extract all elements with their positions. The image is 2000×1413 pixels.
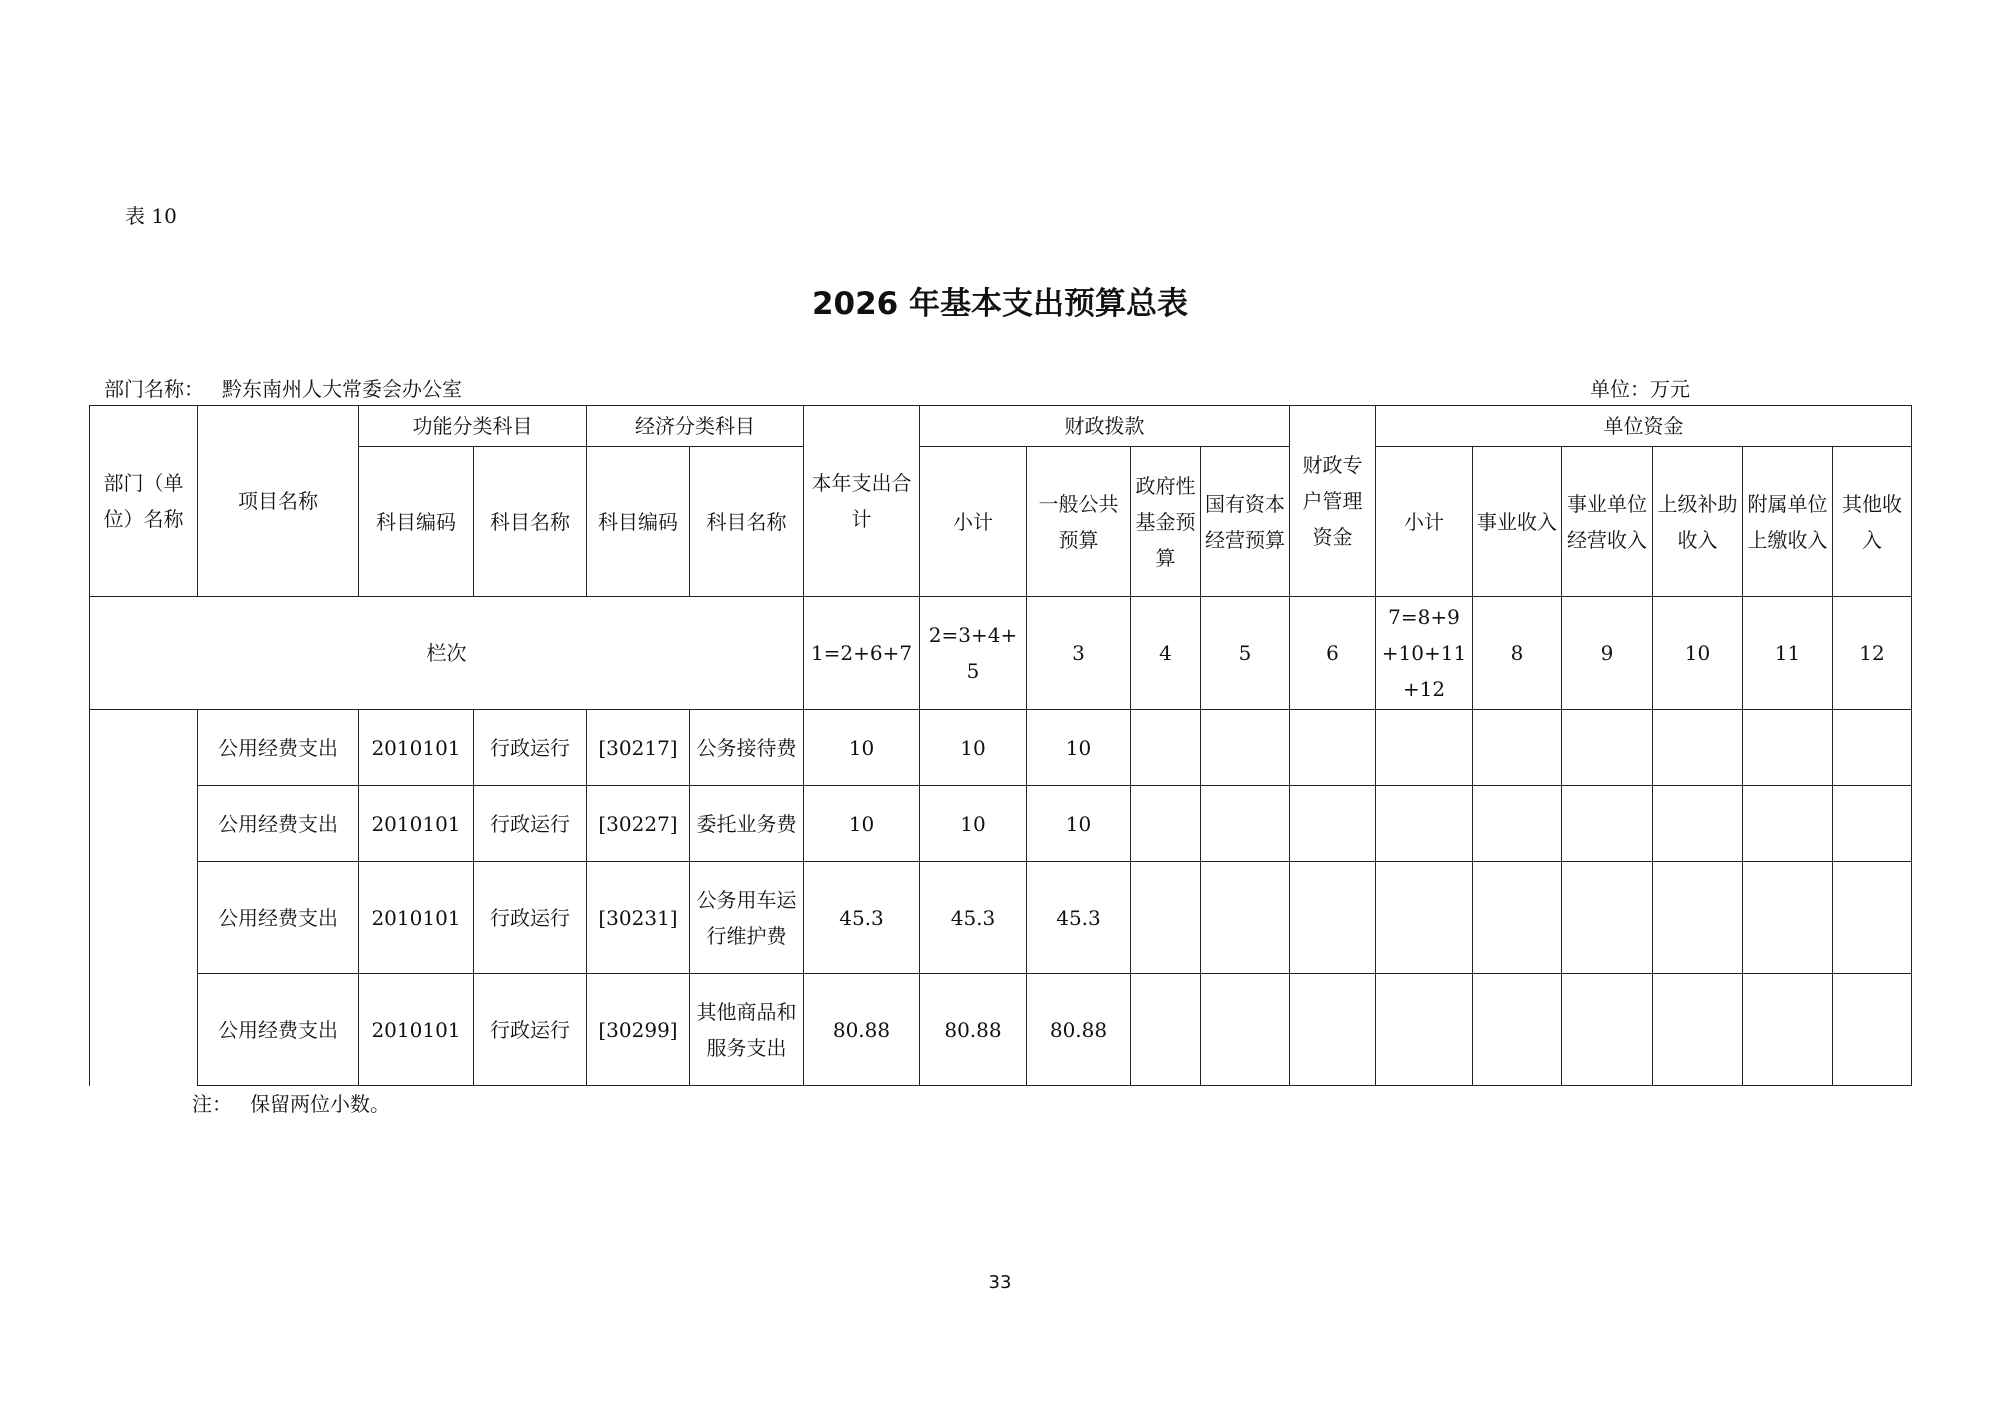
general-budget-cell: 10 <box>1027 786 1131 862</box>
empty-cell <box>1653 710 1743 786</box>
func-code-cell: 2010101 <box>359 786 474 862</box>
department-name: 黔东南州人大常委会办公室 <box>222 377 462 401</box>
header-general-budget: 一般公共预算 <box>1027 447 1131 597</box>
empty-cell <box>1376 786 1473 862</box>
empty-cell <box>1376 974 1473 1086</box>
total-cell: 10 <box>804 710 920 786</box>
header-economic-group: 经济分类科目 <box>587 406 804 447</box>
project-cell: 公用经费支出 <box>198 862 359 974</box>
header-econ-name: 科目名称 <box>690 447 804 597</box>
column-index-label: 栏次 <box>90 597 804 710</box>
header-total: 本年支出合计 <box>804 406 920 597</box>
func-code-cell: 2010101 <box>359 974 474 1086</box>
header-unit-subtotal: 小计 <box>1376 447 1473 597</box>
general-budget-cell: 10 <box>1027 710 1131 786</box>
empty-cell <box>1201 974 1290 1086</box>
func-code-cell: 2010101 <box>359 710 474 786</box>
empty-cell <box>1833 710 1912 786</box>
header-operating-income: 事业单位经营收入 <box>1562 447 1653 597</box>
empty-cell <box>1290 786 1376 862</box>
empty-cell <box>1201 786 1290 862</box>
header-fiscal-group: 财政拨款 <box>920 406 1290 447</box>
header-special-fund: 财政专户管理资金 <box>1290 406 1376 597</box>
empty-cell <box>1562 786 1653 862</box>
empty-cell <box>1473 974 1562 1086</box>
econ-name-cell: 公务用车运行维护费 <box>690 862 804 974</box>
page-number: 33 <box>988 1272 1012 1293</box>
header-functional-group: 功能分类科目 <box>359 406 587 447</box>
empty-cell <box>1743 974 1833 1086</box>
project-cell: 公用经费支出 <box>198 786 359 862</box>
empty-cell <box>1376 710 1473 786</box>
page-title: 2026 年基本支出预算总表 <box>811 286 1189 322</box>
department-label: 部门名称： <box>104 377 204 401</box>
econ-name-cell: 委托业务费 <box>690 786 804 862</box>
func-name-cell: 行政运行 <box>474 974 587 1086</box>
empty-cell <box>1473 786 1562 862</box>
func-name-cell: 行政运行 <box>474 710 587 786</box>
func-name-cell: 行政运行 <box>474 862 587 974</box>
econ-name-cell: 公务接待费 <box>690 710 804 786</box>
func-code-cell: 2010101 <box>359 862 474 974</box>
total-cell: 80.88 <box>804 974 920 1086</box>
column-index-cell: 4 <box>1131 597 1201 710</box>
column-index-cell: 9 <box>1562 597 1653 710</box>
fiscal-subtotal-cell: 10 <box>920 786 1027 862</box>
fiscal-subtotal-cell: 10 <box>920 710 1027 786</box>
empty-cell <box>1833 786 1912 862</box>
empty-cell <box>1562 974 1653 1086</box>
general-budget-cell: 45.3 <box>1027 862 1131 974</box>
empty-cell <box>1131 974 1201 1086</box>
econ-name-cell: 其他商品和服务支出 <box>690 974 804 1086</box>
empty-cell <box>1473 862 1562 974</box>
empty-cell <box>1653 862 1743 974</box>
column-index-cell: 11 <box>1743 597 1833 710</box>
header-func-name: 科目名称 <box>474 447 587 597</box>
footnote <box>192 1088 390 1117</box>
header-project: 项目名称 <box>198 406 359 597</box>
empty-cell <box>1131 786 1201 862</box>
empty-cell <box>1201 862 1290 974</box>
econ-code-cell: [30227] <box>587 786 690 862</box>
header-gov-fund: 政府性基金预算 <box>1131 447 1201 597</box>
econ-code-cell: [30217] <box>587 710 690 786</box>
header-dept-unit: 部门（单位）名称 <box>90 406 198 597</box>
empty-cell <box>1743 786 1833 862</box>
header-unit-group: 单位资金 <box>1376 406 1912 447</box>
column-index-cell: 5 <box>1201 597 1290 710</box>
column-index-cell: 6 <box>1290 597 1376 710</box>
fiscal-subtotal-cell: 45.3 <box>920 862 1027 974</box>
column-index-row <box>90 597 1912 710</box>
empty-cell <box>1131 710 1201 786</box>
empty-cell <box>1290 974 1376 1086</box>
empty-cell <box>1290 710 1376 786</box>
empty-cell <box>1653 974 1743 1086</box>
footnote-label: 注： <box>192 1092 232 1116</box>
column-index-cell: 3 <box>1027 597 1131 710</box>
header-affiliated-income: 附属单位上缴收入 <box>1743 447 1833 597</box>
fiscal-subtotal-cell: 80.88 <box>920 974 1027 1086</box>
empty-cell <box>1833 862 1912 974</box>
empty-cell <box>1743 710 1833 786</box>
header-superior-subsidy: 上级补助收入 <box>1653 447 1743 597</box>
general-budget-cell: 80.88 <box>1027 974 1131 1086</box>
header-state-capital: 国有资本经营预算 <box>1201 447 1290 597</box>
project-cell: 公用经费支出 <box>198 974 359 1086</box>
column-index-cell: 10 <box>1653 597 1743 710</box>
table-row <box>90 862 1912 974</box>
table-row <box>90 710 1912 786</box>
empty-cell <box>1562 862 1653 974</box>
econ-code-cell: [30231] <box>587 862 690 974</box>
total-cell: 10 <box>804 786 920 862</box>
empty-cell <box>1653 786 1743 862</box>
table-row <box>90 786 1912 862</box>
column-index-cell: 1=2+6+7 <box>804 597 920 710</box>
empty-cell <box>1833 974 1912 1086</box>
column-index-cell: 2=3+4+5 <box>920 597 1027 710</box>
header-business-income: 事业收入 <box>1473 447 1562 597</box>
func-name-cell: 行政运行 <box>474 786 587 862</box>
econ-code-cell: [30299] <box>587 974 690 1086</box>
empty-cell <box>1131 862 1201 974</box>
table-number-label: 表 10 <box>125 204 177 228</box>
empty-cell <box>1376 862 1473 974</box>
header-fiscal-subtotal: 小计 <box>920 447 1027 597</box>
column-index-cell: 12 <box>1833 597 1912 710</box>
footnote-text: 保留两位小数。 <box>250 1092 390 1116</box>
unit-label: 单位：万元 <box>1590 377 1690 401</box>
column-index-cell: 8 <box>1473 597 1562 710</box>
dept-unit-cell <box>90 710 198 1086</box>
header-func-code: 科目编码 <box>359 447 474 597</box>
empty-cell <box>1290 862 1376 974</box>
empty-cell <box>1473 710 1562 786</box>
header-other-income: 其他收入 <box>1833 447 1912 597</box>
empty-cell <box>1562 710 1653 786</box>
project-cell: 公用经费支出 <box>198 710 359 786</box>
budget-table <box>89 405 1912 1086</box>
table-row <box>90 974 1912 1086</box>
department-line <box>104 373 462 402</box>
empty-cell <box>1201 710 1290 786</box>
empty-cell <box>1743 862 1833 974</box>
column-index-cell: 7=8+9+10+11+12 <box>1376 597 1473 710</box>
header-econ-code: 科目编码 <box>587 447 690 597</box>
total-cell: 45.3 <box>804 862 920 974</box>
